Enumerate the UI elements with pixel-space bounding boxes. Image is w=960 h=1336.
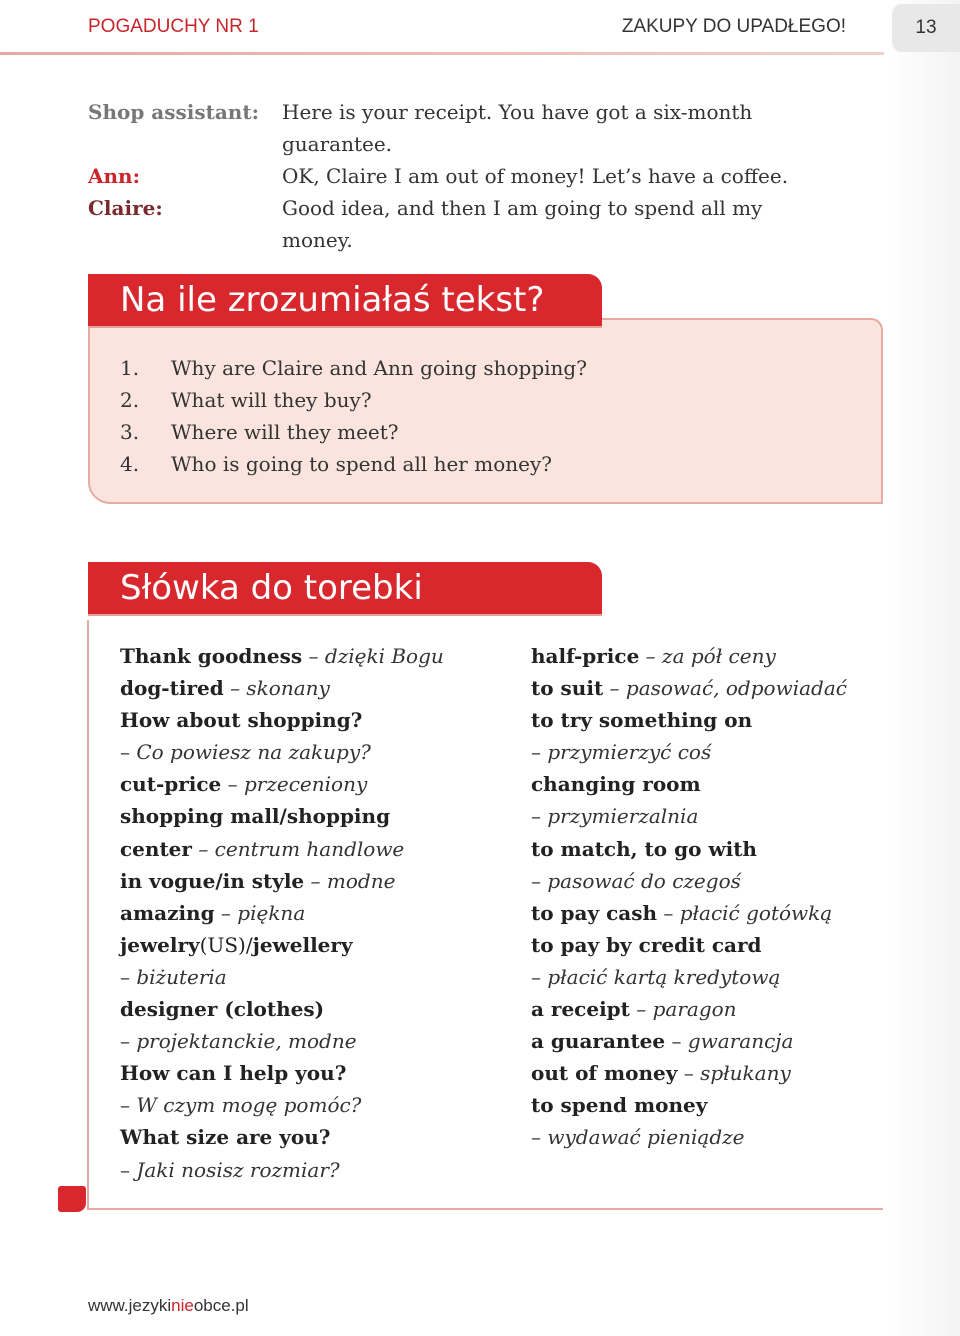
vocabulary-line bbox=[531, 929, 911, 961]
dialogue-text-line: guarantee. bbox=[282, 132, 393, 156]
vocab-translation: – W czym mogę pomóc? bbox=[120, 1093, 362, 1118]
vocab-term: center bbox=[120, 836, 192, 861]
dialogue-text bbox=[282, 96, 822, 160]
vocabulary-line bbox=[531, 1089, 911, 1121]
question-list bbox=[120, 352, 820, 480]
dialogue-text bbox=[282, 192, 822, 256]
page-number: 13 bbox=[892, 4, 960, 52]
vocab-translation: – za pół ceny bbox=[645, 644, 776, 668]
vocab-translation: – projektanckie, modne bbox=[120, 1029, 357, 1054]
vocab-term: dog-tired bbox=[120, 676, 224, 701]
vocabulary-line bbox=[531, 833, 911, 865]
vocab-term: half-price bbox=[531, 644, 640, 668]
vocab-term: designer (clothes) bbox=[120, 997, 325, 1022]
corner-marker bbox=[58, 1186, 86, 1212]
vocabulary-line bbox=[531, 897, 911, 929]
dialogue bbox=[88, 96, 878, 256]
vocabulary-column-right bbox=[531, 640, 911, 1154]
question-item bbox=[120, 384, 820, 416]
vocab-term: in vogue/in style bbox=[120, 868, 305, 893]
chapter-title: ZAKUPY DO UPADŁEGO! bbox=[621, 16, 846, 37]
vocabulary-line bbox=[531, 672, 911, 704]
question-number: 1. bbox=[120, 356, 140, 380]
vocabulary-line bbox=[531, 800, 911, 832]
vocab-translation: – pasować do czegoś bbox=[531, 868, 741, 893]
vocab-term: a receipt bbox=[531, 997, 630, 1022]
vocabulary-line bbox=[120, 1121, 500, 1153]
vocab-translation: – przeceniony bbox=[227, 772, 368, 797]
question-number: 2. bbox=[120, 388, 140, 412]
vocabulary-title: Słówka do torebki bbox=[88, 562, 602, 614]
vocabulary-line bbox=[120, 1057, 500, 1089]
vocab-note: (US)/ bbox=[199, 932, 253, 957]
speaker-name: Shop assistant: bbox=[88, 100, 259, 124]
vocab-translation: – płacić gotówką bbox=[663, 900, 833, 925]
dialogue-text bbox=[282, 160, 822, 192]
vocab-translation: – centrum handlowe bbox=[198, 836, 405, 861]
vocabulary-line bbox=[120, 929, 500, 961]
question-text: Who is going to spend all her money? bbox=[171, 452, 552, 476]
vocab-term: How about shopping? bbox=[120, 708, 363, 733]
vocabulary-line bbox=[120, 1154, 500, 1186]
vocabulary-line bbox=[120, 640, 500, 672]
vocab-translation: – modne bbox=[310, 868, 396, 893]
vocab-term: amazing bbox=[120, 900, 215, 925]
vocab-translation: – gwarancja bbox=[671, 1029, 794, 1054]
vocabulary-line bbox=[120, 961, 500, 993]
vocabulary-line bbox=[120, 865, 500, 897]
vocabulary-line bbox=[120, 704, 500, 736]
vocab-term: How can I help you? bbox=[120, 1061, 347, 1086]
dialogue-text-line: Good idea, and then I am going to spend all my money. bbox=[282, 196, 763, 252]
vocab-translation: – spłukany bbox=[683, 1061, 791, 1086]
vocab-term: a guarantee bbox=[531, 1029, 666, 1054]
dialogue-line bbox=[88, 192, 878, 256]
vocab-term: shopping mall/shopping bbox=[120, 804, 391, 829]
dialogue-line bbox=[88, 160, 878, 192]
vocab-term: to try something on bbox=[531, 708, 753, 733]
vocabulary-line bbox=[531, 1025, 911, 1057]
vocab-term: What size are you? bbox=[120, 1125, 331, 1150]
vocab-term: cut-price bbox=[120, 772, 222, 797]
dialogue-text-line: Here is your receipt. You have got a six-month bbox=[282, 100, 753, 124]
vocabulary-line bbox=[120, 1089, 500, 1121]
speaker-name: Claire: bbox=[88, 196, 163, 220]
footer-url-suffix: obce.pl bbox=[193, 1296, 249, 1315]
vocabulary-line bbox=[531, 768, 911, 800]
vocab-translation: – płacić kartą kredytową bbox=[531, 964, 781, 989]
vocab-translation: – wydawać pieniądze bbox=[531, 1125, 745, 1150]
vocabulary-line bbox=[120, 768, 500, 800]
question-text: What will they buy? bbox=[171, 388, 372, 412]
vocabulary-line bbox=[531, 1121, 911, 1153]
question-item bbox=[120, 416, 820, 448]
question-number: 4. bbox=[120, 452, 140, 476]
vocab-term: to suit bbox=[531, 676, 604, 701]
vocab-translation: – pasować, odpowiadać bbox=[609, 676, 847, 701]
footer-url-accent: nie bbox=[171, 1296, 194, 1315]
comprehension-title: Na ile zrozumiałaś tekst? bbox=[88, 274, 602, 326]
header-divider bbox=[0, 52, 884, 55]
footer-url bbox=[88, 1296, 249, 1316]
question-item bbox=[120, 448, 820, 480]
vocab-translation: – Jaki nosisz rozmiar? bbox=[120, 1157, 340, 1182]
vocabulary-column-left bbox=[120, 640, 500, 1186]
vocab-term: jewellery bbox=[252, 932, 353, 957]
vocab-translation: – skonany bbox=[230, 676, 330, 701]
vocab-term: jewelry bbox=[120, 932, 200, 957]
vocabulary-line bbox=[531, 865, 911, 897]
footer-url-prefix: www.jezyki bbox=[88, 1296, 172, 1315]
vocabulary-line bbox=[531, 704, 911, 736]
vocabulary-line bbox=[120, 800, 500, 832]
vocabulary-line bbox=[120, 993, 500, 1025]
vocabulary-line bbox=[531, 1057, 911, 1089]
vocab-term: to spend money bbox=[531, 1093, 708, 1118]
speaker-name: Ann: bbox=[88, 164, 140, 188]
vocab-term: to match, to go with bbox=[531, 836, 757, 861]
question-text: Where will they meet? bbox=[171, 420, 399, 444]
dialogue-text-line: OK, Claire I am out of money! Let’s have a coffee. bbox=[282, 164, 789, 188]
vocab-term: to pay by credit card bbox=[531, 932, 762, 957]
page-header bbox=[88, 16, 882, 42]
vocabulary-line bbox=[120, 897, 500, 929]
vocabulary-line bbox=[120, 672, 500, 704]
vocab-translation: – przymierzyć coś bbox=[531, 740, 712, 765]
series-title: POGADUCHY NR 1 bbox=[88, 16, 259, 37]
vocabulary-line bbox=[531, 736, 911, 768]
vocabulary-line bbox=[120, 1025, 500, 1057]
vocabulary-line bbox=[531, 993, 911, 1025]
vocabulary-line bbox=[120, 736, 500, 768]
vocab-translation: – przymierzalnia bbox=[531, 804, 699, 829]
vocab-translation: – biżuteria bbox=[120, 964, 227, 989]
question-number: 3. bbox=[120, 420, 140, 444]
vocabulary-line bbox=[531, 640, 911, 672]
question-text: Why are Claire and Ann going shopping? bbox=[171, 356, 587, 380]
vocabulary-line bbox=[531, 961, 911, 993]
question-item bbox=[120, 352, 820, 384]
vocab-translation: – piękna bbox=[220, 900, 306, 925]
vocab-translation: – paragon bbox=[636, 997, 737, 1022]
vocab-term: out of money bbox=[531, 1061, 678, 1086]
vocab-translation: – dzięki Bogu bbox=[308, 644, 444, 668]
vocab-term: to pay cash bbox=[531, 900, 658, 925]
vocab-translation: – Co powiesz na zakupy? bbox=[120, 740, 371, 765]
vocab-term: changing room bbox=[531, 772, 701, 797]
dialogue-line bbox=[88, 96, 878, 160]
vocab-term: Thank goodness bbox=[120, 644, 303, 668]
vocabulary-line bbox=[120, 833, 500, 865]
